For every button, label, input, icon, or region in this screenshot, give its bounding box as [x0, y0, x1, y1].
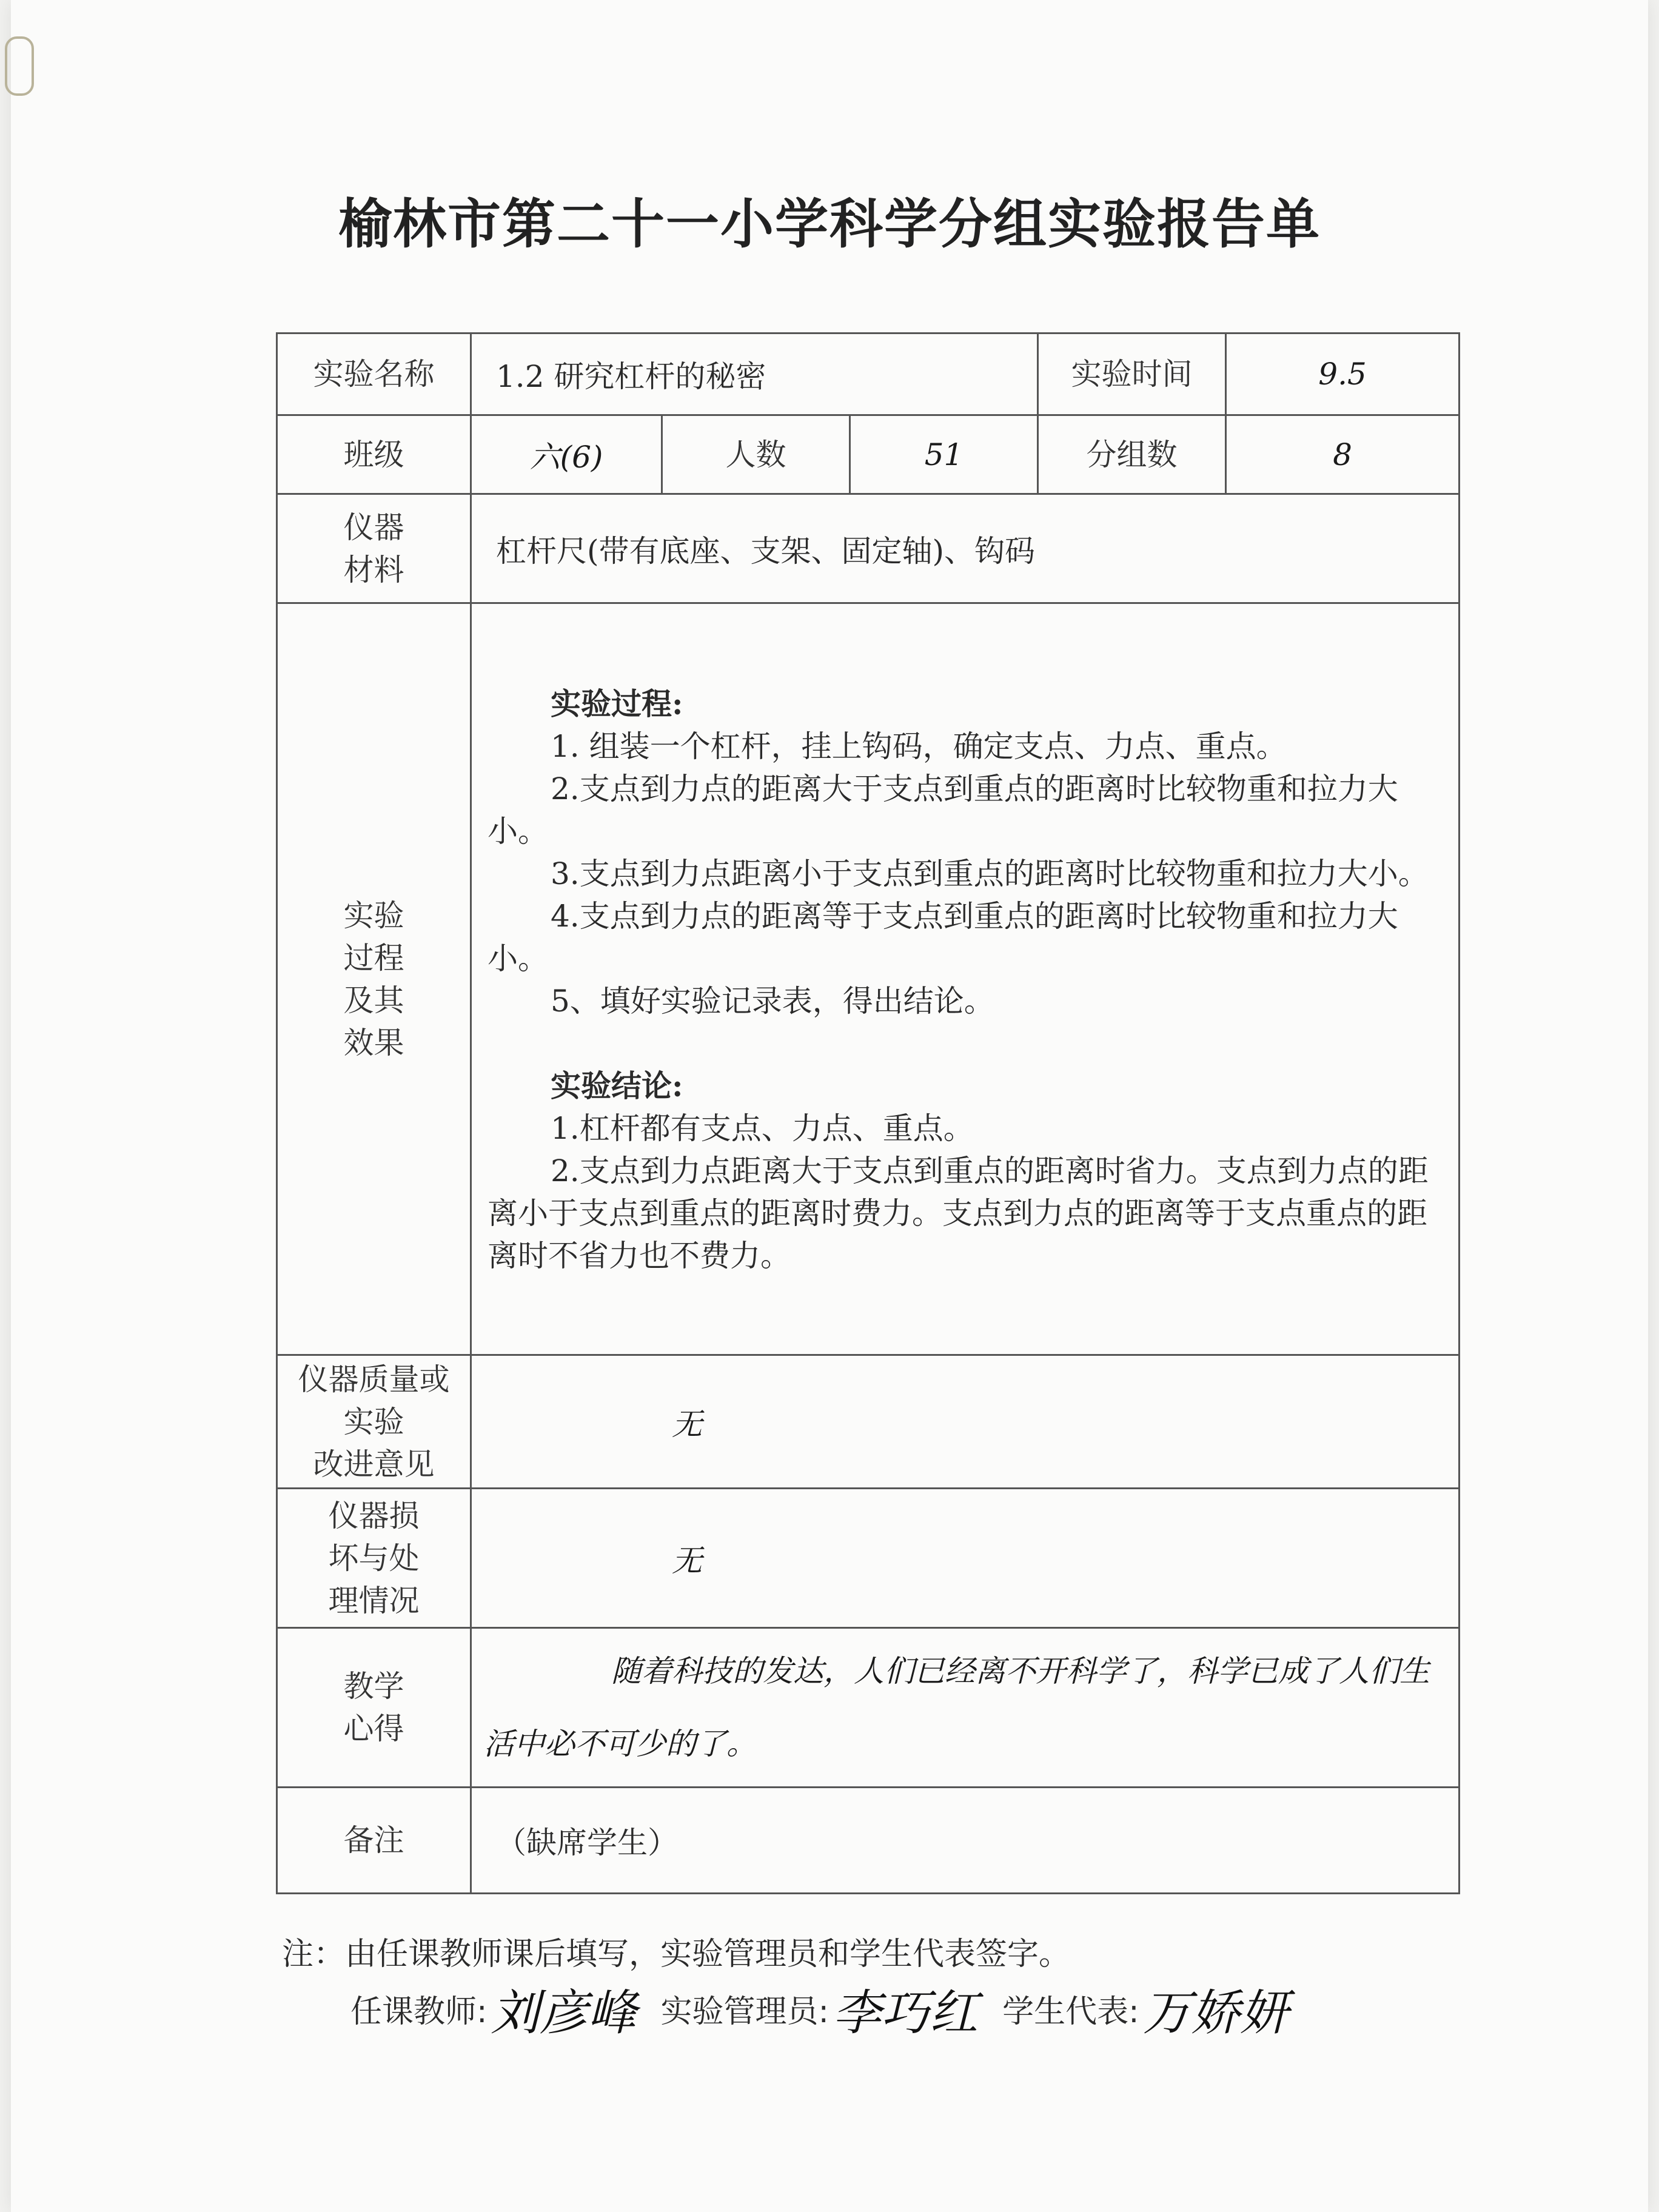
experiment-name-label: 实验名称 — [277, 333, 471, 415]
student-label: 学生代表: — [1002, 1994, 1139, 2030]
process-step: 5、填好实验记录表，得出结论。 — [551, 984, 994, 1019]
signature-row — [350, 1974, 1313, 2043]
class-label: 班级 — [277, 415, 471, 494]
row-quality — [277, 1355, 1460, 1489]
materials-value: 杠杆尺(带有底座、支架、固定轴)、钩码 — [471, 494, 1460, 603]
damage-label: 仪器损 坏与处 理情况 — [277, 1489, 471, 1628]
conclusion-item: 2.支点到力点距离大于支点到重点的距离时省力。支点到力点的距离小于支点到重点的距离时费力。支点到力点的距离等于支点重点的距离时不省力也不费力。 — [488, 1153, 1429, 1273]
process-step: 1. 组装一个杠杆，挂上钩码，确定支点、力点、重点。 — [551, 729, 1287, 764]
report-form — [276, 332, 1460, 1894]
row-remarks — [277, 1788, 1460, 1894]
process-step: 4.支点到力点的距离等于支点到重点的距离时比较物重和拉力大小。 — [488, 899, 1398, 976]
conclusion-item: 1.杠杆都有支点、力点、重点。 — [551, 1111, 974, 1146]
people-label: 人数 — [662, 415, 850, 494]
page-title: 榆林市第二十一小学科学分组实验报告单 — [338, 193, 1321, 255]
experiment-time-value: 9.5 — [1226, 333, 1460, 415]
groups-value: 8 — [1226, 415, 1460, 494]
materials-label: 仪器 材料 — [277, 494, 471, 603]
people-value: 51 — [850, 415, 1038, 494]
process-heading: 实验过程: — [551, 686, 683, 722]
process-step: 2.支点到力点的距离大于支点到重点的距离时比较物重和拉力大小。 — [488, 771, 1398, 849]
row-class — [277, 415, 1460, 494]
remarks-value: （缺席学生） — [471, 1788, 1460, 1894]
class-value: 六(6) — [471, 415, 662, 494]
process-content — [471, 603, 1460, 1355]
reflection-value: 随着科技的发达，人们已经离不开科学了，科学已成了人们生活中必不可少的了。 — [471, 1628, 1460, 1788]
process-step: 3.支点到力点距离小于支点到重点的距离时比较物重和拉力大小。 — [551, 856, 1429, 891]
row-materials — [277, 494, 1460, 603]
experiment-time-label: 实验时间 — [1038, 333, 1226, 415]
student-signature: 万娇妍 — [1142, 1985, 1289, 2041]
teacher-label: 任课教师: — [350, 1994, 488, 2030]
row-reflection — [277, 1628, 1460, 1788]
process-label: 实验 过程 及其 效果 — [277, 603, 471, 1355]
experiment-name-value: 1.2 研究杠杆的秘密 — [471, 333, 1038, 415]
row-process — [277, 603, 1460, 1355]
conclusion-heading: 实验结论: — [551, 1068, 683, 1104]
quality-label: 仪器质量或 实验 改进意见 — [277, 1355, 471, 1489]
damage-value: 无 — [471, 1489, 1460, 1628]
binder-ring — [5, 36, 34, 96]
admin-label: 实验管理员: — [660, 1994, 830, 2030]
teacher-signature: 刘彦峰 — [491, 1985, 637, 2041]
reflection-label: 教学 心得 — [277, 1628, 471, 1788]
admin-signature: 李巧红 — [833, 1985, 979, 2041]
row-damage — [277, 1489, 1460, 1628]
footer-note: 注：由任课教师课后填写，实验管理员和学生代表签字。 — [282, 1936, 1071, 1972]
groups-label: 分组数 — [1038, 415, 1226, 494]
row-experiment-name — [277, 333, 1460, 415]
quality-value: 无 — [471, 1355, 1460, 1489]
remarks-label: 备注 — [277, 1788, 471, 1894]
